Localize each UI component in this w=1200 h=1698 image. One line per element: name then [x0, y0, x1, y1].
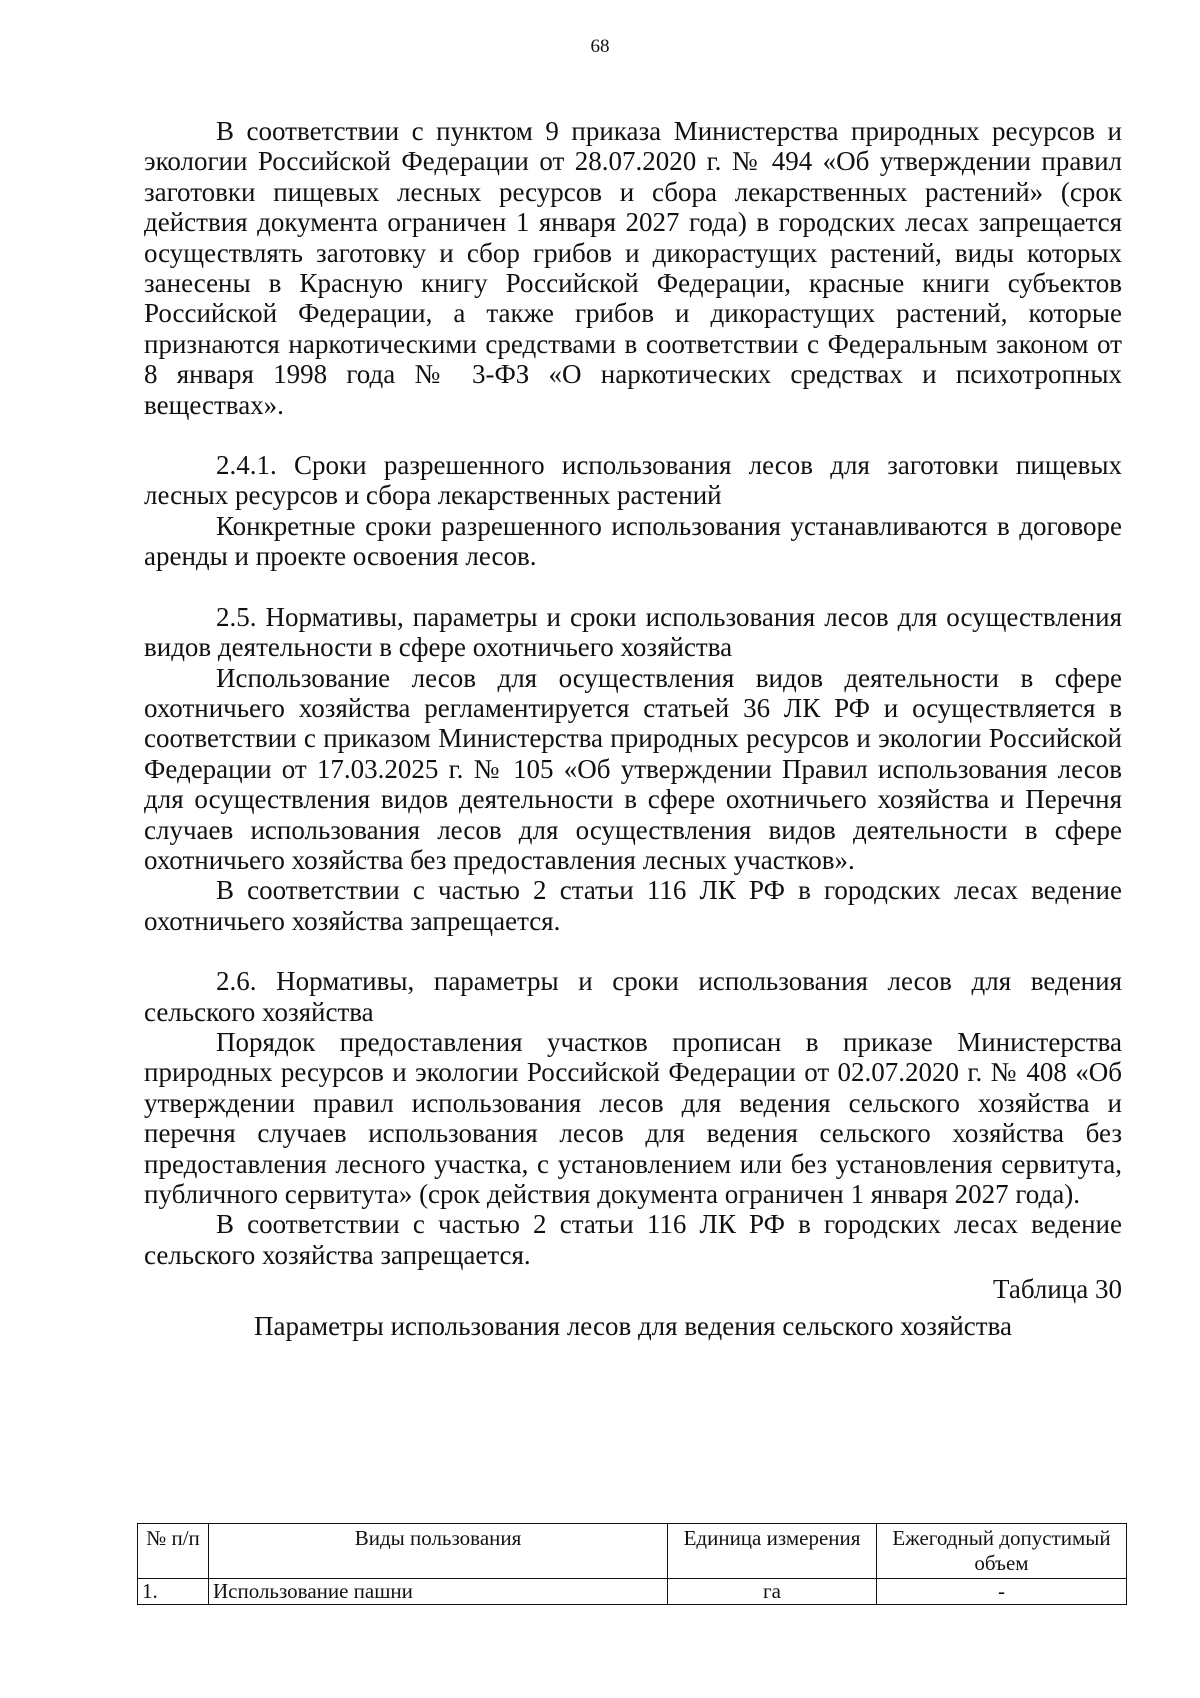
cell-volume: - [877, 1579, 1127, 1605]
header-unit: Единица измерения [668, 1524, 877, 1579]
agriculture-parameters-table [137, 1523, 1127, 1605]
page-number: 68 [590, 36, 610, 57]
table-header-row [138, 1524, 1127, 1579]
table-title: Параметры использования лесов для ведения сельского хозяйства [254, 1310, 1012, 1341]
document-body [144, 116, 1122, 1341]
cell-unit: га [668, 1579, 877, 1605]
paragraph-hunting-regulation: Использование лесов для осуществления видов деятельности в сфере охотничьего хозяйства регламентируется статьей 36 ЛК РФ и осуществляется в соответствии с приказом Министерства природных ресурсов и экологии Российской Федерации от 17.03.2025 г. № 105 «Об утверждении Правил использования лесов для осуществления видов деятельности в сфере охотничьего хозяйства и Перечня случаев использования лесов для осуществления видов деятельности в сфере охотничьего хозяйства без предоставления лесных участков». [144, 662, 1122, 875]
header-num: № п/п [138, 1524, 209, 1579]
table-number-label: Таблица 30 [993, 1274, 1122, 1305]
paragraph-harvest-restrictions: В соответствии с пунктом 9 приказа Министерства природных ресурсов и экологии Российской Федерации от 28.07.2020 г. № 494 «Об утверждении правил заготовки пищевых лесных ресурсов и сбора лекарственных растений» (срок действия документа ограничен 1 января 2027 года) в городских лесах запрещается осуществлять заготовку и сбор грибов и дикорастущих растений, виды которых занесены в Красную книгу Российской Федерации, красные книги субъектов Российской Федерации, а также грибов и дикорастущих растений, которые признаются наркотическими средствами в соответствии с Федеральным законом от 8 января 1998 года № 3-ФЗ «О наркотических средствах и психотропных веществах». [144, 116, 1122, 420]
header-type: Виды пользования [209, 1524, 668, 1579]
section-heading-2-5: 2.5. Нормативы, параметры и сроки использования лесов для осуществления видов деятельности в сфере охотничьего хозяйства [144, 601, 1122, 663]
header-volume: Ежегодный допустимый объем [877, 1524, 1127, 1579]
paragraph-hunting-prohibition: В соответствии с частью 2 статьи 116 ЛК РФ в городских лесах ведение охотничьего хозяйства запрещается. [144, 875, 1122, 936]
paragraph-terms: Конкретные сроки разрешенного использования устанавливаются в договоре аренды и проекте освоения лесов. [144, 510, 1122, 572]
paragraph-agriculture-prohibition: В соответствии с частью 2 статьи 116 ЛК РФ в городских лесах ведение сельского хозяйства запрещается. [144, 1209, 1122, 1270]
cell-type: Использование пашни [209, 1579, 668, 1605]
table-row [138, 1579, 1127, 1605]
cell-num: 1. [138, 1579, 209, 1605]
section-heading-2-6: 2.6. Нормативы, параметры и сроки использования лесов для ведения сельского хозяйства [144, 966, 1122, 1027]
section-heading-2-4-1: 2.4.1. Сроки разрешенного использования лесов для заготовки пищевых лесных ресурсов и сбора лекарственных растений [144, 450, 1122, 511]
paragraph-agriculture-procedure: Порядок предоставления участков прописан в приказе Министерства природных ресурсов и экологии Российской Федерации от 02.07.2020 г. № 408 «Об утверждении правил использования лесов для ведения сельского хозяйства и перечня случаев использования лесов для ведения сельского хозяйства без предоставления лесного участка, с установлением или без установления сервитута, публичного сервитута» (срок действия документа ограничен 1 января 2027 года). [144, 1026, 1122, 1209]
